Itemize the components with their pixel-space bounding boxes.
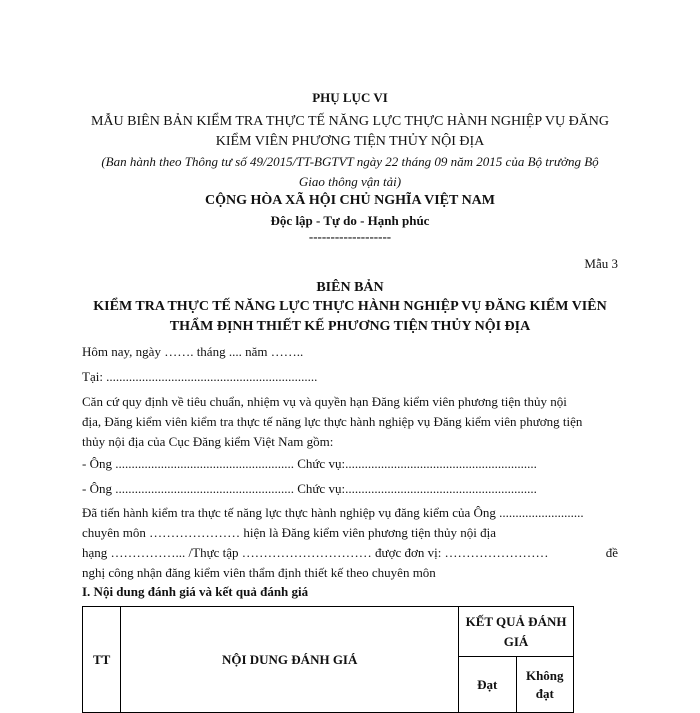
appendix-title: PHỤ LỤC VI <box>312 90 388 105</box>
conduct-line3 <box>82 543 618 563</box>
document-title <box>60 112 640 152</box>
header-cell-result: KẾT QUẢ ĐÁNH GIÁ <box>459 607 574 657</box>
document-title-line2: KIỂM VIÊN PHƯƠNG TIỆN THỦY NỘI ĐỊA <box>215 134 485 149</box>
basis-paragraph <box>82 392 618 452</box>
minutes-subtitle <box>60 297 640 337</box>
table-header-row <box>83 607 574 657</box>
basis-line1: Căn cứ quy định về tiêu chuẩn, nhiệm vụ và quyền hạn Đăng kiểm viên phương tiện thủy nội <box>82 394 567 409</box>
minutes-title: BIÊN BẢN <box>316 280 384 295</box>
evaluation-table <box>82 606 574 713</box>
motto-divider: ------------------- <box>308 229 392 244</box>
basis-line2: địa, Đăng kiểm viên kiểm tra thực tế năng lực thực hành nghiệp vụ Đăng kiểm viên phương tiện <box>82 414 583 429</box>
header-cell-fail: Không đạt <box>516 657 574 713</box>
date-line: Hôm nay, ngày ……. tháng .... năm …….. <box>82 344 304 359</box>
conduct-line3-text: hạng ……………... /Thực tập ………………………… được đơn vị: …………………… <box>82 545 549 560</box>
section-heading: I. Nội dung đánh giá và kết quả đánh giá <box>82 584 309 599</box>
member-line-1: - Ông ....................................................... Chức vụ:........................................................... <box>82 456 537 471</box>
document-title-line1: MẪU BIÊN BẢN KIỂM TRA THỰC TẾ NĂNG LỰC THỰC HÀNH NGHIỆP VỤ ĐĂNG <box>90 114 610 129</box>
member-line-2: - Ông ....................................................... Chức vụ:........................................................... <box>82 481 537 496</box>
conduct-paragraph <box>82 503 618 583</box>
issued-note-line1: (Ban hành theo Thông tư số 49/2015/TT-BGTVT ngày 22 tháng 09 năm 2015 của Bộ trưởng Bộ <box>101 154 599 169</box>
header-cell-content: NỘI DUNG ĐÁNH GIÁ <box>121 607 459 713</box>
minutes-subtitle-line1: KIỂM TRA THỰC TẾ NĂNG LỰC THỰC HÀNH NGHIỆP VỤ ĐĂNG KIỂM VIÊN <box>93 299 607 314</box>
country-name: CỘNG HÒA XÃ HỘI CHỦ NGHĨA VIỆT NAM <box>204 193 495 208</box>
conduct-line3-end: đề <box>605 545 618 560</box>
header-cell-no: TT <box>83 607 121 713</box>
conduct-line2: chuyên môn ………………… hiện là Đăng kiểm viên phương tiện thủy nội địa <box>82 525 496 540</box>
header-cell-pass: Đạt <box>459 657 516 713</box>
conduct-line1: Đã tiến hành kiểm tra thực tế năng lực thực hành nghiệp vụ đăng kiểm của Ông .......................... <box>82 505 584 520</box>
conduct-line4: nghị công nhận đăng kiểm viên thẩm định thiết kế theo chuyên môn <box>82 565 436 580</box>
national-motto: Độc lập - Tự do - Hạnh phúc <box>270 213 430 228</box>
issued-note-line2: Giao thông vận tải) <box>298 174 402 189</box>
issued-note <box>60 152 640 192</box>
basis-line3: thủy nội địa của Cục Đăng kiểm Việt Nam gồm: <box>82 434 334 449</box>
place-line: Tại: ................................................................. <box>82 369 318 384</box>
minutes-subtitle-line2: THẨM ĐỊNH THIẾT KẾ PHƯƠNG TIỆN THỦY NỘI ĐỊA <box>169 319 531 334</box>
form-code: Mẫu 3 <box>584 256 618 271</box>
